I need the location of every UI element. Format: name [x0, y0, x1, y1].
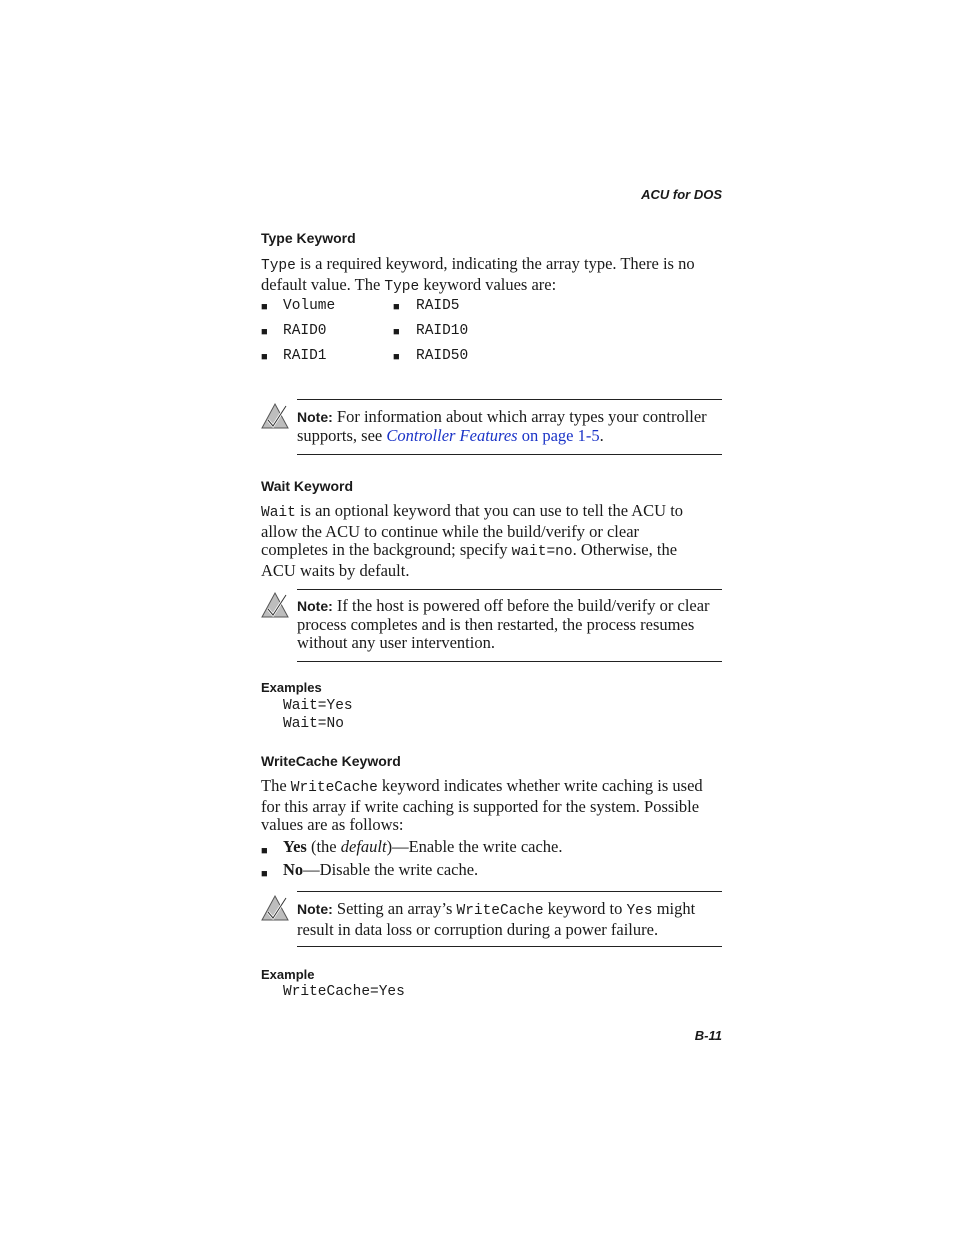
writecache-keyword-paragraph: The WriteCache keyword indicates whether write caching is used for this array if write caching is supported for the system. Possible values are as follows: [261, 776, 703, 834]
list-item: RAID5 [416, 298, 460, 314]
type-code: Type [261, 258, 296, 274]
list-item: RAID1 [283, 348, 327, 364]
examples-heading: Examples [261, 680, 322, 695]
note-pencil-triangle-icon [261, 591, 289, 619]
square-bullet-icon: ■ [393, 301, 400, 313]
type-keyword-heading: Type Keyword [261, 230, 356, 246]
note-label: Note: [297, 598, 333, 614]
list-item: No—Disable the write cache. [283, 860, 479, 879]
example-heading: Example [261, 967, 315, 982]
square-bullet-icon: ■ [261, 351, 268, 363]
running-head: ACU for DOS [641, 187, 722, 202]
note-top-rule [297, 399, 722, 400]
wait-keyword-paragraph: Wait is an optional keyword that you can use to tell the ACU to allow the ACU to continue while the build/verify or clear completes in the background; specify wait=no. Otherwise, the ACU waits by default. [261, 501, 684, 580]
code-line: Wait=Yes [283, 698, 353, 714]
note-bottom-rule [297, 454, 722, 455]
square-bullet-icon: ■ [261, 301, 268, 313]
wait-keyword-heading: Wait Keyword [261, 478, 354, 494]
note-body: Note: Setting an array’s WriteCache keyword to Yes might result in data loss or corruption during a power failure. [297, 899, 696, 939]
square-bullet-icon: ■ [393, 326, 400, 338]
note-body: Note: For information about which array types your controller supports, see Controller Features on page 1-5. [297, 407, 707, 445]
note-label: Note: [297, 409, 333, 425]
note-pencil-triangle-icon [261, 894, 289, 922]
type-values-list [261, 298, 521, 373]
writecache-code: WriteCache [290, 780, 378, 796]
writecache-code: WriteCache [456, 903, 544, 919]
note-bottom-rule [297, 946, 722, 947]
example-code-line: WriteCache=Yes [283, 984, 405, 1000]
wait-no-code: wait=no [511, 544, 573, 560]
examples-code-block [283, 697, 353, 733]
writecache-keyword-heading: WriteCache Keyword [261, 753, 401, 769]
square-bullet-icon: ■ [393, 351, 400, 363]
type-keyword-paragraph: Type is a required keyword, indicating the array type. There is no default value. The Type keyword values are: [261, 254, 695, 295]
note-top-rule [297, 891, 722, 892]
type-code: Type [384, 278, 420, 295]
note-top-rule [297, 589, 722, 590]
wait-code: Wait [261, 505, 296, 521]
note-body: Note: If the host is powered off before the build/verify or clear process completes and is then restarted, the process resumes without any user intervention. [297, 596, 710, 652]
note-label: Note: [297, 901, 333, 917]
note-pencil-triangle-icon [261, 402, 289, 430]
list-item: RAID0 [283, 323, 327, 339]
controller-features-link[interactable]: Controller Features on page 1-5 [386, 425, 600, 445]
list-item: RAID10 [416, 323, 469, 339]
writecache-options-list [261, 838, 731, 883]
code-line: Wait=No [283, 716, 344, 732]
list-item: Volume [283, 298, 336, 314]
note-bottom-rule [297, 661, 722, 662]
square-bullet-icon: ■ [261, 868, 268, 880]
yes-code: Yes [626, 903, 653, 919]
square-bullet-icon: ■ [261, 326, 268, 338]
list-item: Yes (the default)—Enable the write cache. [283, 837, 563, 856]
square-bullet-icon: ■ [261, 845, 268, 857]
page-number: B-11 [694, 1028, 722, 1043]
list-item: RAID50 [416, 348, 469, 364]
